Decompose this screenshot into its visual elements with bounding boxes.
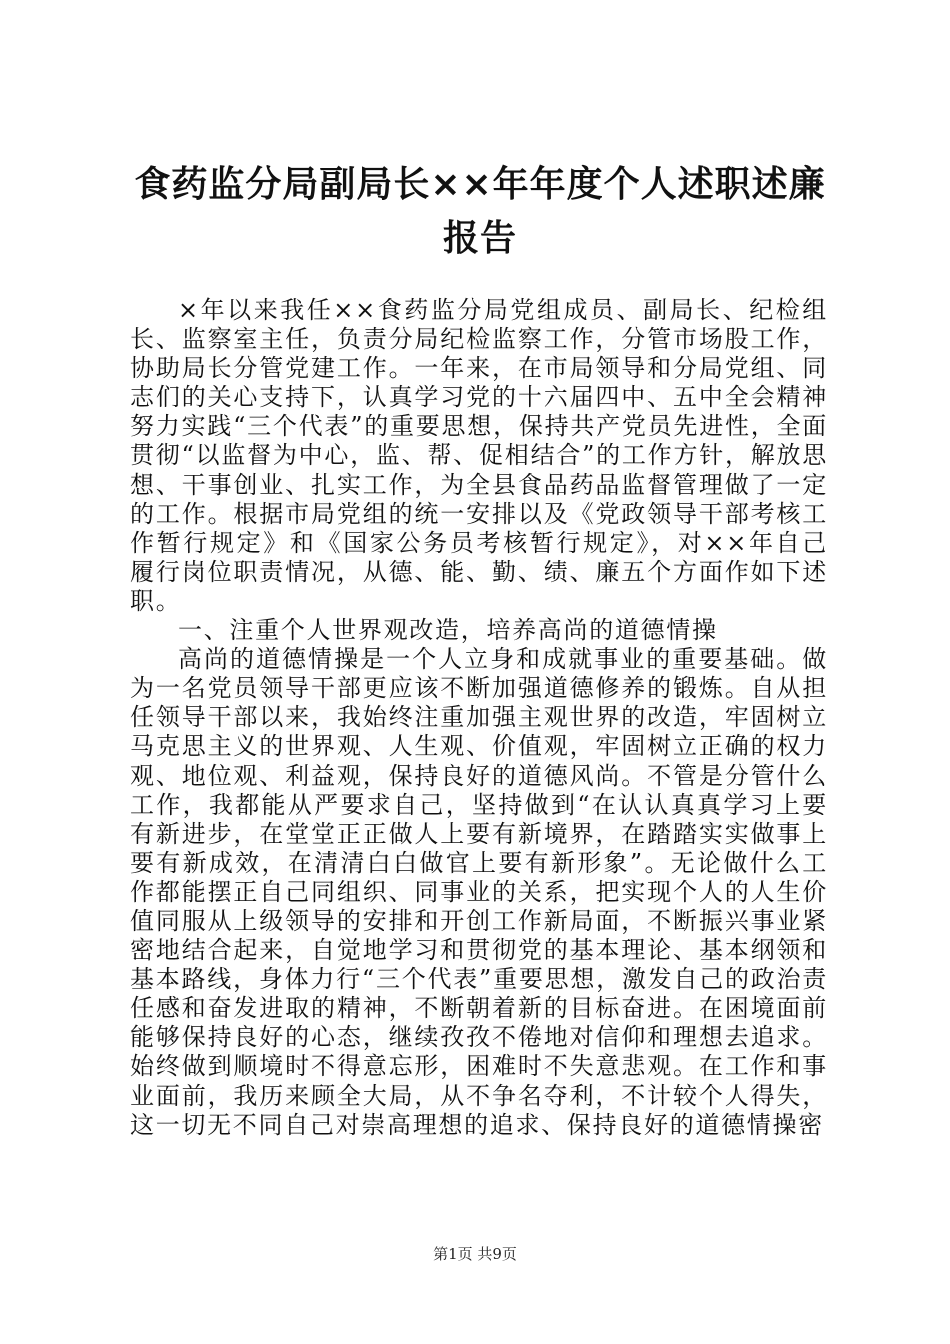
section-heading: 一、注重个人世界观改造，培养高尚的道德情操 xyxy=(178,616,718,645)
document-body xyxy=(130,296,828,1140)
intro-paragraph: ×年以来我任××食药监分局党组成员、副局长、纪检组长、监察室主任，负责分局纪检监察工作，分管市场股工作，协助局长分管党建工作。一年来，在市局领导和分局党组、同志们的关心支持下，认真学习党的十六届四中、五中全会精神努力实践“三个代表”的重要思想，保持共产党员先进性，全面贯彻“以监督为中心，监、帮、促相结合”的工作方针，解放思想、干事创业、扎实工作，为全县食品药品监督管理做了一定的工作。根据市局党组的统一安排以及《党政领导干部考核工作暂行规定》和《国家公务员考核暂行规定》，对××年自己履行岗位职责情况，从德、能、勤、绩、廉五个方面作如下述职。 xyxy=(130,296,828,615)
body-paragraph: 高尚的道德情操是一个人立身和成就事业的重要基础。做为一名党员领导干部更应该不断加强道德修养的锻炼。自从担任领导干部以来，我始终注重加强主观世界的改造，牢固树立马克思主义的世界观、人生观、价值观，牢固树立正确的权力观、地位观、利益观，保持良好的道德风尚。不管是分管什么工作，我都能从严要求自己，坚持做到“在认认真真学习上要有新进步，在堂堂正正做人上要有新境界，在踏踏实实做事上要有新成效，在清清白白做官上要有新形象”。无论做什么工作都能摆正自己同组织、同事业的关系，把实现个人的人生价值同服从上级领导的安排和开创工作新局面，不断振兴事业紧密地结合起来，自觉地学习和贯彻党的基本理论、基本纲领和基本路线，身体力行“三个代表”重要思想，激发自己的政治责任感和奋发进取的精神，不断朝着新的目标奋进。在困境面前能够保持良好的心态，继续孜孜不倦地对信仰和理想去追求。始终做到顺境时不得意忘形，困难时不失意悲观。在工作和事业面前，我历来顾全大局，从不争名夺利，不计较个人得失，这一切无不同自己对崇高理想的追求、保持良好的道德情操密 xyxy=(130,645,828,1139)
document-title: 食药监分局副局长××年年度个人述职述廉报告 xyxy=(134,164,826,259)
page-number-footer: 第1页 共9页 xyxy=(433,1245,517,1263)
